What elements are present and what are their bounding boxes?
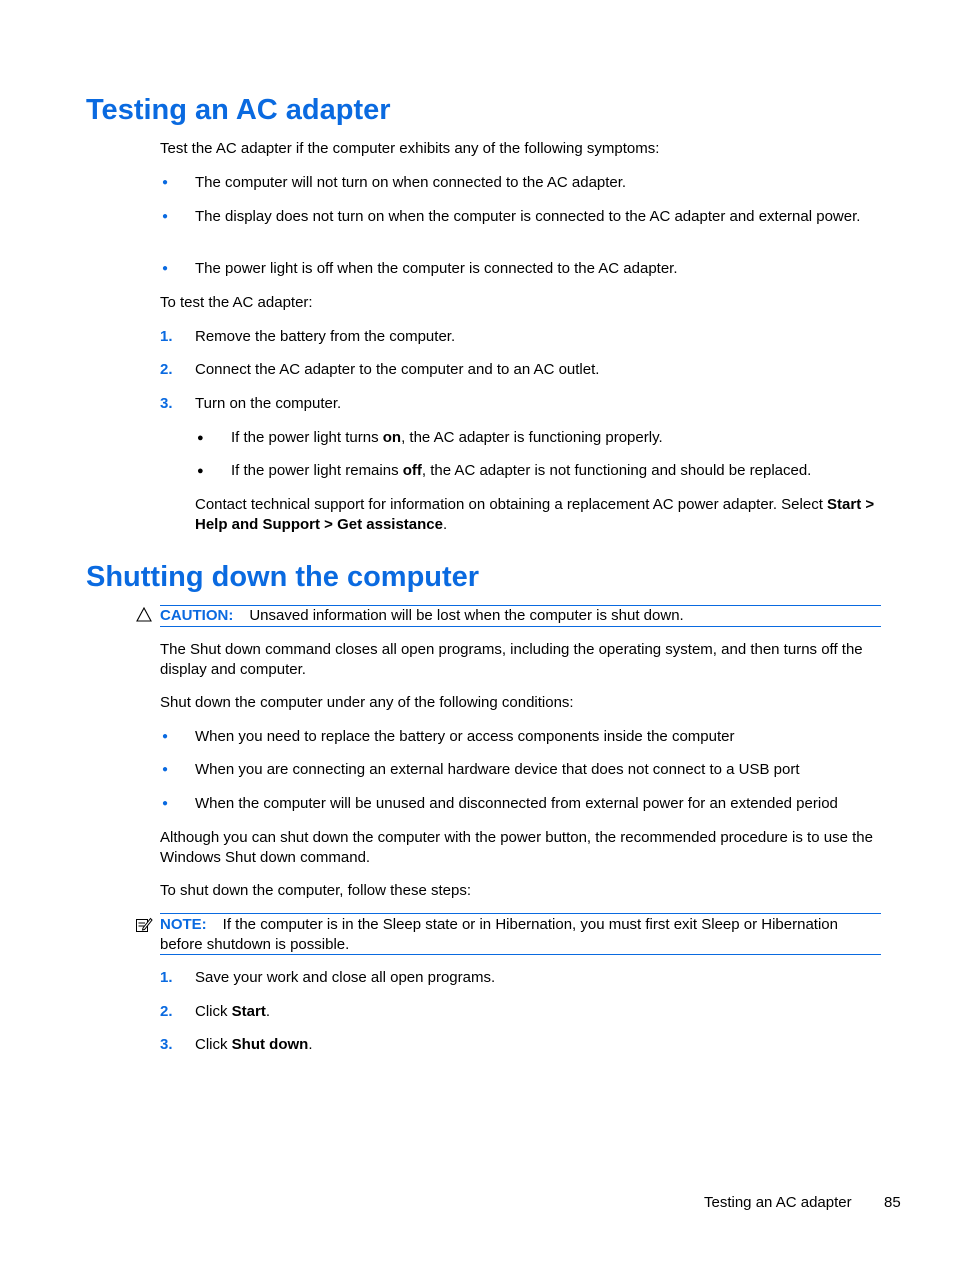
condition-item: When you need to replace the battery or access components inside the computer [195, 728, 735, 745]
page-number: 85 [884, 1194, 901, 1211]
step-text: Save your work and close all open programs. [195, 969, 496, 986]
step-text: Turn on the computer. [195, 395, 342, 412]
note-top-rule [160, 913, 881, 914]
intro-text: Test the AC adapter if the computer exhibits any of the following symptoms: [160, 140, 660, 157]
condition-item: When the computer will be unused and disconnected from external power for an extended period [195, 795, 838, 812]
condition-item: When you are connecting an external hardware device that does not connect to a USB port [195, 761, 800, 778]
sub-bullet-icon: ● [197, 465, 204, 477]
note-bottom-rule [160, 954, 881, 955]
step-text: Click Start. [195, 1003, 271, 1020]
step-text: Remove the battery from the computer. [195, 328, 456, 345]
caution-icon [136, 607, 152, 622]
shutdown-steps-intro: To shut down the computer, follow these steps: [160, 882, 472, 899]
note-icon [135, 916, 153, 934]
bullet-icon: ● [162, 764, 169, 775]
sub-bullet-icon: ● [197, 432, 204, 444]
section-title: Shutting down the computer [86, 561, 480, 593]
symptom-item: The computer will not turn on when connected to the AC adapter. [195, 174, 627, 191]
bullet-icon: ● [162, 798, 169, 809]
caution-text: CAUTION: Unsaved information will be lost when the computer is shut down. [160, 607, 684, 624]
step-text: Click Shut down. [195, 1036, 313, 1053]
page-title: Testing an AC adapter [86, 94, 391, 126]
shutdown-description: The Shut down command closes all open programs, including the operating system, and then turns off the display and computer. [160, 641, 863, 678]
conditions-intro: Shut down the computer under any of the following conditions: [160, 694, 574, 711]
step-number: 1. [160, 969, 173, 986]
step-number: 2. [160, 1003, 173, 1020]
steps-intro: To test the AC adapter: [160, 294, 313, 311]
symptom-item: The display does not turn on when the computer is connected to the AC adapter and external power. [195, 208, 861, 225]
footer-section-name: Testing an AC adapter [704, 1194, 852, 1211]
step-number: 3. [160, 1036, 173, 1053]
bullet-icon: ● [162, 211, 169, 222]
caution-bottom-rule [160, 626, 881, 627]
note-text: NOTE: If the computer is in the Sleep state or in Hibernation, you must first exit Sleep or Hibernation before shutdown is possible. [160, 916, 838, 953]
symptom-item: The power light is off when the computer is connected to the AC adapter. [195, 260, 678, 277]
step-number: 2. [160, 361, 173, 378]
bullet-icon: ● [162, 731, 169, 742]
contact-text: Contact technical support for information on obtaining a replacement AC power adapter. Select Start > Help and Support > Get assistance. [195, 496, 875, 533]
bullet-icon: ● [162, 177, 169, 188]
bullet-icon: ● [162, 263, 169, 274]
step-text: Connect the AC adapter to the computer and to an AC outlet. [195, 361, 600, 378]
substep-item: If the power light remains off, the AC adapter is not functioning and should be replaced. [231, 462, 812, 479]
step-number: 3. [160, 395, 173, 412]
recommendation-text: Although you can shut down the computer with the power button, the recommended procedure is to use the Windows Shut down command. [160, 829, 873, 866]
substep-item: If the power light turns on, the AC adapter is functioning properly. [231, 429, 663, 446]
step-number: 1. [160, 328, 173, 345]
